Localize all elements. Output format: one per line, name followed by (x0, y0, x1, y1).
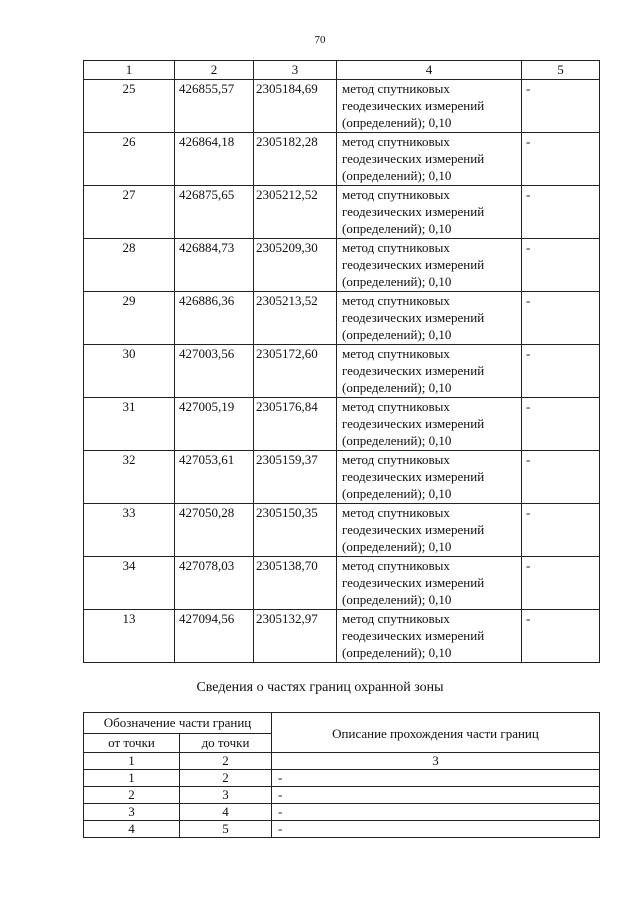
method-line: геодезических измерений (342, 469, 485, 484)
method-line: (определений); 0,10 (342, 645, 452, 660)
method-line: (определений); 0,10 (342, 380, 452, 395)
y-coordinate: 2305212,52 (254, 186, 337, 239)
note: - (522, 345, 600, 398)
note: - (522, 186, 600, 239)
from-point: 4 (84, 821, 180, 838)
x-coordinate: 426855,57 (175, 80, 254, 133)
method-accuracy (337, 451, 522, 504)
y-coordinate: 2305172,60 (254, 345, 337, 398)
method-accuracy (337, 345, 522, 398)
method-line: (определений); 0,10 (342, 433, 452, 448)
method-accuracy (337, 80, 522, 133)
x-coordinate: 427005,19 (175, 398, 254, 451)
from-point: 1 (84, 770, 180, 787)
method-line: геодезических измерений (342, 151, 485, 166)
table-row (84, 804, 600, 821)
part-description: - (272, 770, 600, 787)
column-number-1: 1 (84, 753, 180, 770)
y-coordinate: 2305176,84 (254, 398, 337, 451)
point-number: 25 (84, 80, 175, 133)
point-number: 31 (84, 398, 175, 451)
method-line: (определений); 0,10 (342, 327, 452, 342)
y-coordinate: 2305182,28 (254, 133, 337, 186)
y-coordinate: 2305213,52 (254, 292, 337, 345)
point-number: 33 (84, 504, 175, 557)
to-point: 3 (180, 787, 272, 804)
point-number: 27 (84, 186, 175, 239)
method-line: (определений); 0,10 (342, 274, 452, 289)
y-coordinate: 2305209,30 (254, 239, 337, 292)
method-line: метод спутниковых (342, 134, 450, 149)
coordinates-table (83, 60, 600, 663)
point-number: 29 (84, 292, 175, 345)
to-point-header: до точки (180, 734, 272, 753)
y-coordinate: 2305132,97 (254, 610, 337, 663)
x-coordinate: 426864,18 (175, 133, 254, 186)
method-accuracy (337, 557, 522, 610)
table-row (84, 292, 600, 345)
x-coordinate: 427050,28 (175, 504, 254, 557)
boundary-parts-table (83, 712, 600, 838)
note: - (522, 451, 600, 504)
table-row (84, 504, 600, 557)
y-coordinate: 2305159,37 (254, 451, 337, 504)
part-description: - (272, 787, 600, 804)
section-title: Сведения о частях границ охранной зоны (196, 680, 444, 695)
method-line: геодезических измерений (342, 628, 485, 643)
point-number: 32 (84, 451, 175, 504)
method-line: (определений); 0,10 (342, 221, 452, 236)
point-number: 30 (84, 345, 175, 398)
column-number-2: 2 (175, 61, 254, 80)
x-coordinate: 426886,36 (175, 292, 254, 345)
method-line: геодезических измерений (342, 257, 485, 272)
parts-header-row (84, 713, 600, 734)
y-coordinate: 2305138,70 (254, 557, 337, 610)
note: - (522, 398, 600, 451)
method-line: геодезических измерений (342, 522, 485, 537)
part-designation-header: Обозначение части границ (84, 713, 272, 734)
column-number-1: 1 (84, 61, 175, 80)
method-line: метод спутниковых (342, 240, 450, 255)
method-line: метод спутниковых (342, 611, 450, 626)
from-point: 3 (84, 804, 180, 821)
column-number-3: 3 (254, 61, 337, 80)
y-coordinate: 2305150,35 (254, 504, 337, 557)
method-accuracy (337, 610, 522, 663)
method-line: геодезических измерений (342, 416, 485, 431)
table-row (84, 557, 600, 610)
table-row (84, 398, 600, 451)
point-number: 34 (84, 557, 175, 610)
y-coordinate: 2305184,69 (254, 80, 337, 133)
table-row (84, 80, 600, 133)
coordinates-header-row (84, 61, 600, 80)
x-coordinate: 427094,56 (175, 610, 254, 663)
method-line: метод спутниковых (342, 81, 450, 96)
method-line: метод спутниковых (342, 399, 450, 414)
method-line: метод спутниковых (342, 558, 450, 573)
method-line: (определений); 0,10 (342, 539, 452, 554)
x-coordinate: 427053,61 (175, 451, 254, 504)
to-point: 5 (180, 821, 272, 838)
method-accuracy (337, 133, 522, 186)
part-description: - (272, 821, 600, 838)
page-number: 70 (314, 34, 326, 46)
method-line: (определений); 0,10 (342, 115, 452, 130)
column-number-2: 2 (180, 753, 272, 770)
x-coordinate: 426875,65 (175, 186, 254, 239)
method-line: геодезических измерений (342, 575, 485, 590)
column-number-5: 5 (522, 61, 600, 80)
method-line: геодезических измерений (342, 98, 485, 113)
method-accuracy (337, 398, 522, 451)
table-row (84, 451, 600, 504)
to-point: 4 (180, 804, 272, 821)
note: - (522, 292, 600, 345)
method-line: геодезических измерений (342, 204, 485, 219)
method-line: (определений); 0,10 (342, 592, 452, 607)
table-row (84, 821, 600, 838)
method-line: геодезических измерений (342, 363, 485, 378)
x-coordinate: 427078,03 (175, 557, 254, 610)
part-description-header: Описание прохождения части границ (272, 713, 600, 753)
table-row (84, 610, 600, 663)
table-row (84, 770, 600, 787)
table-row (84, 133, 600, 186)
point-number: 13 (84, 610, 175, 663)
note: - (522, 504, 600, 557)
note: - (522, 80, 600, 133)
from-point: 2 (84, 787, 180, 804)
method-line: метод спутниковых (342, 346, 450, 361)
method-line: геодезических измерений (342, 310, 485, 325)
point-number: 26 (84, 133, 175, 186)
method-line: метод спутниковых (342, 293, 450, 308)
note: - (522, 239, 600, 292)
table-row (84, 787, 600, 804)
method-line: (определений); 0,10 (342, 486, 452, 501)
table-row (84, 186, 600, 239)
method-line: (определений); 0,10 (342, 168, 452, 183)
table-row (84, 239, 600, 292)
from-point-header: от точки (84, 734, 180, 753)
note: - (522, 610, 600, 663)
part-description: - (272, 804, 600, 821)
note: - (522, 557, 600, 610)
note: - (522, 133, 600, 186)
method-accuracy (337, 292, 522, 345)
method-line: метод спутниковых (342, 187, 450, 202)
column-number-4: 4 (337, 61, 522, 80)
table-row (84, 345, 600, 398)
method-line: метод спутниковых (342, 452, 450, 467)
x-coordinate: 426884,73 (175, 239, 254, 292)
method-accuracy (337, 186, 522, 239)
column-number-3: 3 (272, 753, 600, 770)
method-accuracy (337, 239, 522, 292)
parts-number-row (84, 753, 600, 770)
method-accuracy (337, 504, 522, 557)
method-line: метод спутниковых (342, 505, 450, 520)
to-point: 2 (180, 770, 272, 787)
x-coordinate: 427003,56 (175, 345, 254, 398)
point-number: 28 (84, 239, 175, 292)
